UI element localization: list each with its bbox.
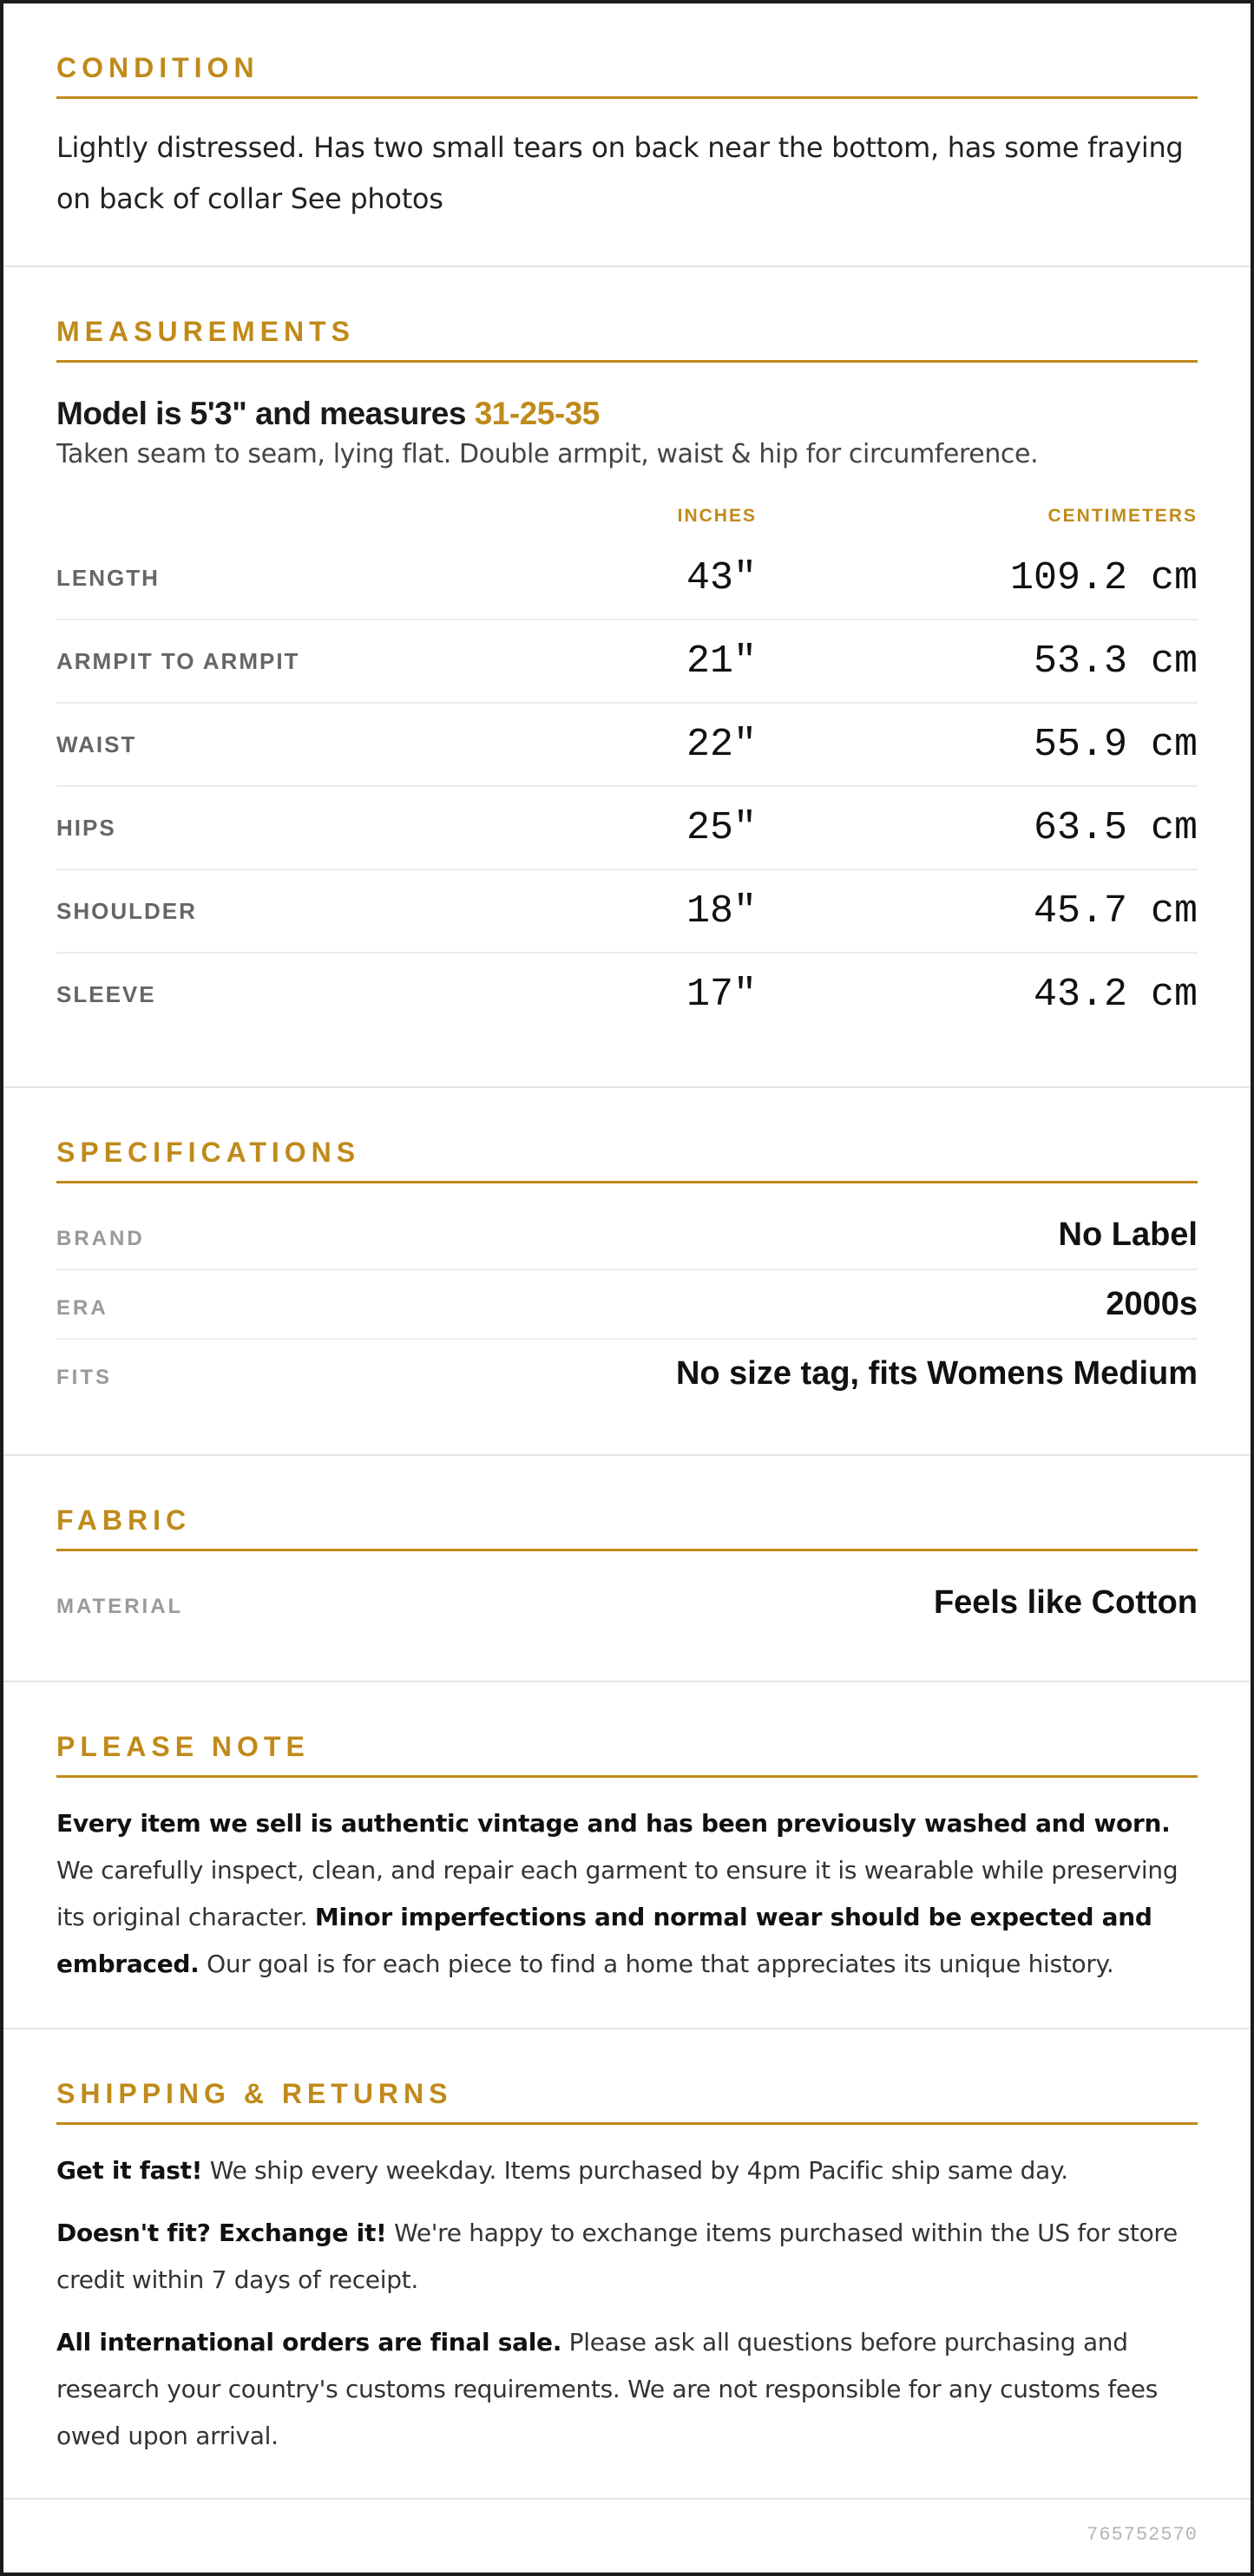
spec-key: ERA (56, 1296, 108, 1320)
column-header-inches: INCHES (677, 506, 757, 526)
spec-row-material (56, 1569, 1198, 1638)
column-header-centimeters: CENTIMETERS (1047, 506, 1198, 526)
product-id: 765752570 (1087, 2524, 1198, 2546)
spec-value: No size tag, fits Womens Medium (675, 1355, 1198, 1392)
specifications-list (56, 1201, 1198, 1409)
measurement-inches: 17" (686, 973, 757, 1017)
note-text-2: Our goal is for each piece to find a home that appreciates its unique history. (199, 1950, 1114, 1978)
measurement-label: LENGTH (56, 565, 160, 591)
shipping-heading: SHIPPING & RETURNS (56, 2078, 1198, 2125)
measurement-cm: 45.7 cm (1033, 889, 1198, 934)
measurement-cm: 109.2 cm (1009, 556, 1198, 600)
footer (3, 2500, 1251, 2576)
spec-value: 2000s (1106, 1286, 1198, 1322)
measurement-label: WAIST (56, 731, 137, 757)
measurement-cm: 55.9 cm (1033, 723, 1198, 767)
shipping-bold-1: Get it fast! (56, 2156, 203, 2185)
measurement-inches: 43" (686, 556, 757, 600)
measurement-table-header (56, 485, 1198, 537)
measurement-row-hips (56, 787, 1198, 870)
specifications-section (3, 1088, 1251, 1456)
measurement-cm: 63.5 cm (1033, 806, 1198, 850)
model-measurements (56, 396, 1198, 432)
model-measures-value: 31-25-35 (474, 396, 600, 431)
shipping-paragraph-3 (56, 2319, 1198, 2460)
spec-key: FITS (56, 1366, 112, 1389)
measurement-row-shoulder (56, 870, 1198, 954)
spec-value: Feels like Cotton (933, 1584, 1198, 1621)
measurement-row-waist (56, 704, 1198, 787)
spec-key: BRAND (56, 1227, 145, 1250)
fabric-section (3, 1456, 1251, 1682)
measurement-row-armpit (56, 620, 1198, 704)
please-note-text (56, 1800, 1198, 1988)
measurements-heading: MEASUREMENTS (56, 316, 1198, 363)
measurement-inches: 21" (686, 639, 757, 684)
condition-text: Lightly distressed. Has two small tears on back near the bottom, has some fraying on back of collar See photos (56, 131, 1184, 215)
condition-heading: CONDITION (56, 52, 1198, 99)
measurement-inches: 18" (686, 889, 757, 934)
measurement-cm: 53.3 cm (1033, 639, 1198, 684)
please-note-heading: PLEASE NOTE (56, 1731, 1198, 1778)
measurement-label: HIPS (56, 815, 116, 841)
measurement-label: SHOULDER (56, 898, 197, 924)
shipping-bold-3: All international orders are final sale. (56, 2328, 562, 2356)
measurement-row-sleeve (56, 954, 1198, 1037)
note-bold-2: Minor imperfections and normal wear should be expected and embraced. (56, 1903, 1152, 1978)
spec-key: MATERIAL (56, 1595, 184, 1618)
shipping-returns-section (3, 2029, 1251, 2500)
shipping-text-1: We ship every weekday. Items purchased by 4pm Pacific ship same day. (202, 2156, 1068, 2185)
shipping-text-2: We're happy to exchange items purchased within the US for store credit within 7 days of receipt. (56, 2219, 1178, 2294)
please-note-section (3, 1682, 1251, 2029)
shipping-text-3: Please ask all questions before purchasing and research your country's customs requirements. We are not responsible for any customs fees owed upon arrival. (56, 2328, 1159, 2450)
measurement-cm: 43.2 cm (1033, 973, 1198, 1017)
measurements-section (3, 267, 1251, 1088)
shipping-paragraph-1 (56, 2147, 1198, 2194)
fabric-list (56, 1569, 1198, 1638)
shipping-paragraph-2 (56, 2210, 1198, 2304)
spec-row-fits (56, 1340, 1198, 1409)
note-bold-1: Every item we sell is authentic vintage and has been previously washed and worn. (56, 1809, 1171, 1838)
spec-row-brand (56, 1201, 1198, 1270)
note-text-1: We carefully inspect, clean, and repair each garment to ensure it is wearable while preserving its original character. (56, 1856, 1178, 1931)
shipping-bold-2: Doesn't fit? Exchange it! (56, 2219, 387, 2247)
fabric-heading: FABRIC (56, 1504, 1198, 1551)
spec-value: No Label (1058, 1216, 1198, 1253)
model-prefix: Model is 5'3" and measures (56, 396, 475, 431)
specifications-heading: SPECIFICATIONS (56, 1137, 1198, 1183)
measurement-row-length (56, 537, 1198, 620)
measurement-label: ARMPIT TO ARMPIT (56, 648, 300, 674)
spec-row-era (56, 1270, 1198, 1340)
measurement-table (56, 537, 1198, 1037)
measurement-instructions: Taken seam to seam, lying flat. Double armpit, waist & hip for circumference. (56, 439, 1039, 469)
measurement-inches: 25" (686, 806, 757, 850)
measurement-inches: 22" (686, 723, 757, 767)
measurement-label: SLEEVE (56, 981, 156, 1007)
condition-section (3, 3, 1251, 267)
